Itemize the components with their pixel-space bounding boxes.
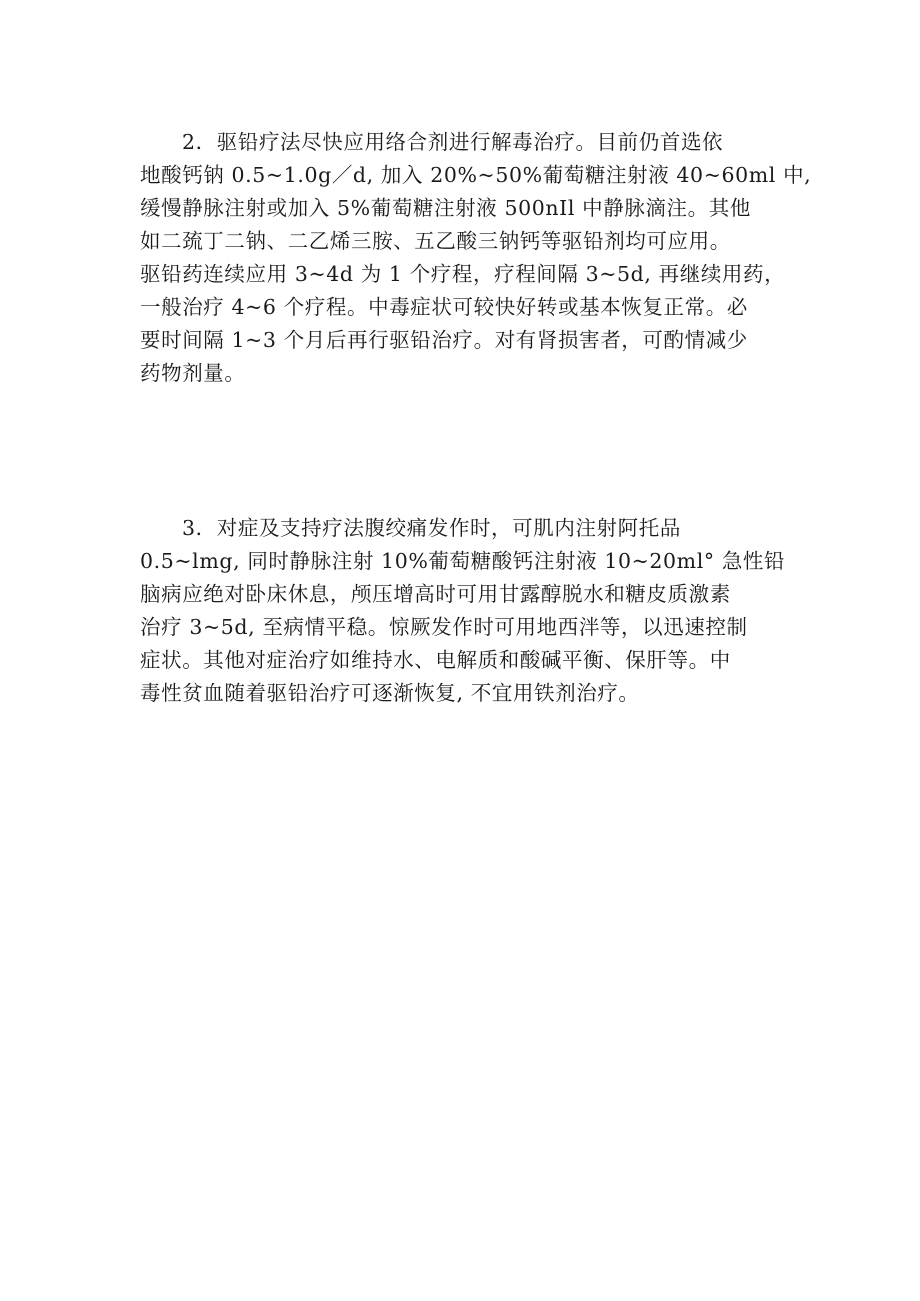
- paragraph-line: 0.5~lmg, 同时静脉注射 10%葡萄糖酸钙注射液 10~20ml° 急性铅: [140, 549, 786, 573]
- paragraph-lead-removal-therapy: [140, 126, 820, 390]
- paragraph-line: 一般治疗 4~6 个疗程。中毒症状可较快好转或基本恢复正常。必: [140, 295, 748, 319]
- paragraph-line: 缓慢静脉注射或加入 5%葡萄糖注射液 500nIl 中静脉滴注。其他: [140, 196, 751, 220]
- paragraph-symptomatic-therapy: [140, 512, 820, 710]
- paragraph-line: 驱铅药连续应用 3~4d 为 1 个疗程，疗程间隔 3~5d, 再继续用药，: [140, 262, 786, 286]
- paragraph-line: 2．驱铅疗法尽快应用络合剂进行解毒治疗。目前仍首选依: [182, 130, 724, 154]
- paragraph-line: 3．对症及支持疗法腹绞痛发作时，可肌内注射阿托品: [182, 516, 681, 540]
- paragraph-line: 如二巯丁二钠、二乙烯三胺、五乙酸三钠钙等驱铅剂均可应用。: [140, 229, 731, 253]
- paragraph-line: 要时间隔 1~3 个月后再行驱铅治疗。对有肾损害者，可酌情减少: [140, 328, 748, 352]
- paragraph-line: 脑病应绝对卧床休息，颅压增高时可用甘露醇脱水和糖皮质激素: [140, 582, 731, 606]
- paragraph-line: 症状。其他对症治疗如维持水、电解质和酸碱平衡、保肝等。中: [140, 648, 731, 672]
- paragraph-line: 治疗 3~5d, 至病情平稳。惊厥发作时可用地西泮等，以迅速控制: [140, 615, 748, 639]
- paragraph-line: 药物剂量。: [140, 361, 246, 385]
- paragraph-line: 地酸钙钠 0.5~1.0g／d, 加入 20%~50%葡萄糖注射液 40~60ml 中,: [140, 163, 812, 187]
- paragraph-line: 毒性贫血随着驱铅治疗可逐渐恢复, 不宜用铁剂治疗。: [140, 681, 640, 705]
